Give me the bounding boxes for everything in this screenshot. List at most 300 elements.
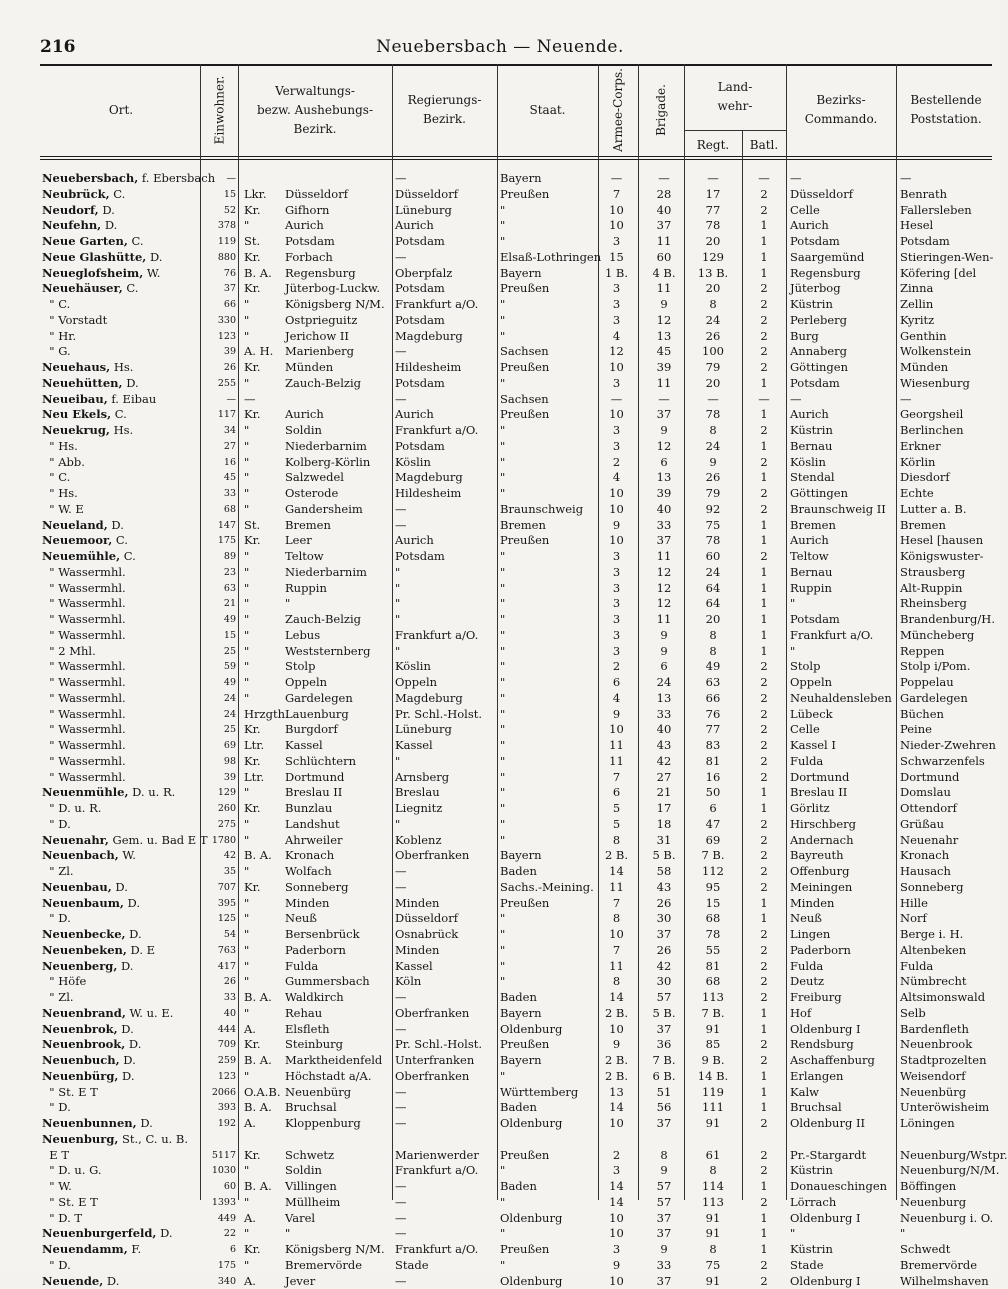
- cell-bezirks-commando: Lörrach: [790, 1195, 896, 1211]
- cell-regierung: Frankfurt a/O.: [395, 423, 495, 439]
- col-header-staat: Staat.: [497, 66, 598, 154]
- cell-verwaltung-type: B. A.: [244, 1100, 284, 1116]
- cell-landwehr-regt: 78: [688, 218, 738, 234]
- table-row: [0, 833, 1000, 849]
- cell-einwohner: 147: [200, 518, 236, 534]
- cell-bezirks-commando: Frankfurt a/O.: [790, 628, 896, 644]
- cell-verwaltung-type: Kr.: [244, 1148, 284, 1164]
- cell-verwaltung-type: ": [244, 455, 284, 471]
- place-type: " Wassermhl.: [42, 628, 126, 642]
- table-row: [0, 691, 1000, 707]
- cell-poststation: Bardenfleth: [900, 1022, 996, 1038]
- cell-regierung: Potsdam: [395, 234, 495, 250]
- cell-landwehr-regt: 7 B.: [688, 848, 738, 864]
- cell-poststation: Nümbrecht: [900, 974, 996, 990]
- cell-regierung: Frankfurt a/O.: [395, 628, 495, 644]
- place-type: F.: [128, 1242, 142, 1256]
- cell-landwehr-batl: 2: [745, 990, 783, 1006]
- cell-einwohner: 6: [200, 1242, 236, 1258]
- cell-verwaltung-name: Marktheidenfeld: [285, 1053, 390, 1069]
- cell-staat: ": [500, 785, 598, 801]
- cell-regierung: ": [395, 565, 495, 581]
- cell-brigade: 40: [648, 502, 680, 518]
- cell-staat: Baden: [500, 1179, 598, 1195]
- place-name: Neuemühle,: [42, 549, 120, 563]
- cell-einwohner: 15: [200, 187, 236, 203]
- cell-regierung: Hildesheim: [395, 360, 495, 376]
- cell-staat: ": [500, 1069, 598, 1085]
- cell-poststation: Kronach: [900, 848, 996, 864]
- cell-regierung: Minden: [395, 943, 495, 959]
- table-row: [0, 392, 1000, 408]
- cell-bezirks-commando: Perleberg: [790, 313, 896, 329]
- place-type: " W.: [42, 1179, 72, 1193]
- cell-verwaltung-name: Ostprieguitz: [285, 313, 390, 329]
- cell-brigade: 33: [648, 518, 680, 534]
- cell-staat: Bremen: [500, 518, 598, 534]
- cell-brigade: 37: [648, 1022, 680, 1038]
- cell-poststation: Reppen: [900, 644, 996, 660]
- place-name: Neuenahr,: [42, 833, 109, 847]
- cell-landwehr-batl: 2: [745, 502, 783, 518]
- cell-landwehr-batl: 2: [745, 329, 783, 345]
- cell-einwohner: 255: [200, 376, 236, 392]
- cell-regierung: Köslin: [395, 659, 495, 675]
- cell-poststation: Königswuster-: [900, 549, 996, 565]
- cell-poststation: —: [900, 171, 996, 187]
- cell-brigade: 36: [648, 1037, 680, 1053]
- cell-armee-corps: 4: [600, 470, 633, 486]
- cell-staat: ": [500, 612, 598, 628]
- cell-regierung: —: [395, 1100, 495, 1116]
- cell-ort: [42, 1132, 200, 1148]
- cell-landwehr-batl: 2: [745, 1258, 783, 1274]
- cell-staat: ": [500, 1226, 598, 1242]
- cell-einwohner: 39: [200, 344, 236, 360]
- cell-verwaltung-type: ": [244, 470, 284, 486]
- cell-bezirks-commando: Oldenburg I: [790, 1274, 896, 1289]
- cell-staat: Bayern: [500, 171, 598, 187]
- cell-armee-corps: 11: [600, 738, 633, 754]
- cell-staat: Preußen: [500, 533, 598, 549]
- cell-landwehr-batl: 2: [745, 659, 783, 675]
- cell-landwehr-batl: 1: [745, 644, 783, 660]
- cell-verwaltung-name: Jever: [285, 1274, 390, 1289]
- cell-landwehr-regt: 49: [688, 659, 738, 675]
- cell-einwohner: 1030: [200, 1163, 236, 1179]
- cell-ort: [42, 1195, 200, 1211]
- cell-einwohner: 22: [200, 1226, 236, 1242]
- place-type: " Wassermhl.: [42, 675, 126, 689]
- cell-armee-corps: 9: [600, 1037, 633, 1053]
- cell-brigade: 13: [648, 329, 680, 345]
- cell-verwaltung-type: ": [244, 376, 284, 392]
- cell-regierung: Kassel: [395, 959, 495, 975]
- cell-armee-corps: 6: [600, 675, 633, 691]
- cell-landwehr-batl: 2: [745, 313, 783, 329]
- cell-poststation: Benrath: [900, 187, 996, 203]
- table-row: [0, 344, 1000, 360]
- table-row: [0, 848, 1000, 864]
- place-name: Neueglofsheim,: [42, 266, 143, 280]
- cell-ort: [42, 439, 200, 455]
- cell-einwohner: 15: [200, 628, 236, 644]
- col-header-poststation: Bestellende Poststation.: [896, 66, 996, 154]
- cell-brigade: 39: [648, 360, 680, 376]
- cell-staat: Oldenburg: [500, 1211, 598, 1227]
- cell-ort: [42, 407, 200, 423]
- cell-armee-corps: 14: [600, 1195, 633, 1211]
- cell-armee-corps: 13: [600, 1085, 633, 1101]
- cell-brigade: 45: [648, 344, 680, 360]
- place-type: E T: [42, 1148, 69, 1162]
- cell-landwehr-regt: 13 B.: [688, 266, 738, 282]
- cell-poststation: Georgsheil: [900, 407, 996, 423]
- table-row: [0, 959, 1000, 975]
- cell-verwaltung-type: Kr.: [244, 1242, 284, 1258]
- cell-poststation: Kyritz: [900, 313, 996, 329]
- cell-poststation: Neuenburg/Wstpr.: [900, 1148, 996, 1164]
- cell-verwaltung-name: Schlüchtern: [285, 754, 390, 770]
- cell-ort: [42, 1148, 200, 1164]
- table-row: [0, 313, 1000, 329]
- place-type: D.: [126, 927, 142, 941]
- cell-verwaltung-type: ": [244, 297, 284, 313]
- place-type: D.: [125, 1037, 141, 1051]
- cell-einwohner: 63: [200, 581, 236, 597]
- cell-landwehr-regt: 17: [688, 187, 738, 203]
- cell-verwaltung-type: A.: [244, 1022, 284, 1038]
- cell-brigade: 26: [648, 896, 680, 912]
- cell-bezirks-commando: ": [790, 1226, 896, 1242]
- cell-verwaltung-name: Bruchsal: [285, 1100, 390, 1116]
- cell-poststation: Norf: [900, 911, 996, 927]
- cell-landwehr-batl: 1: [745, 1069, 783, 1085]
- cell-ort: [42, 927, 200, 943]
- cell-regierung: Oberfranken: [395, 1006, 495, 1022]
- cell-poststation: Stolp i/Pom.: [900, 659, 996, 675]
- cell-poststation: Münden: [900, 360, 996, 376]
- cell-verwaltung-type: ": [244, 959, 284, 975]
- table-row: [0, 1006, 1000, 1022]
- cell-staat: Württemberg: [500, 1085, 598, 1101]
- cell-armee-corps: 10: [600, 218, 633, 234]
- cell-armee-corps: 3: [600, 581, 633, 597]
- cell-ort: [42, 833, 200, 849]
- cell-brigade: 9: [648, 644, 680, 660]
- place-type: " 2 Mhl.: [42, 644, 96, 658]
- cell-ort: [42, 1211, 200, 1227]
- cell-landwehr-batl: —: [745, 171, 783, 187]
- cell-verwaltung-type: ": [244, 864, 284, 880]
- cell-regierung: —: [395, 864, 495, 880]
- cell-ort: [42, 612, 200, 628]
- cell-armee-corps: 2: [600, 659, 633, 675]
- place-type: f. Ebersbach: [138, 171, 215, 185]
- cell-einwohner: 69: [200, 738, 236, 754]
- place-type: W. u. E.: [126, 1006, 174, 1020]
- cell-verwaltung-type: ": [244, 313, 284, 329]
- cell-poststation: Sonneberg: [900, 880, 996, 896]
- cell-ort: [42, 738, 200, 754]
- cell-einwohner: 24: [200, 691, 236, 707]
- place-type: " Wassermhl.: [42, 754, 126, 768]
- place-name: Neuenbrook,: [42, 1037, 125, 1051]
- cell-ort: [42, 943, 200, 959]
- cell-bezirks-commando: Oldenburg II: [790, 1116, 896, 1132]
- cell-poststation: Diesdorf: [900, 470, 996, 486]
- col-header-ort: Ort.: [42, 66, 200, 154]
- cell-regierung: Oberpfalz: [395, 266, 495, 282]
- place-type: " D.: [42, 1258, 71, 1272]
- cell-armee-corps: 3: [600, 596, 633, 612]
- table-row: [0, 1053, 1000, 1069]
- cell-brigade: —: [648, 392, 680, 408]
- cell-verwaltung-name: Niederbarnim: [285, 439, 390, 455]
- cell-brigade: 11: [648, 376, 680, 392]
- place-type: " Wassermhl.: [42, 581, 126, 595]
- cell-bezirks-commando: Oldenburg I: [790, 1211, 896, 1227]
- cell-verwaltung-name: Rehau: [285, 1006, 390, 1022]
- cell-brigade: 12: [648, 313, 680, 329]
- cell-ort: [42, 974, 200, 990]
- place-type: D.: [108, 518, 124, 532]
- cell-armee-corps: 5: [600, 817, 633, 833]
- cell-verwaltung-name: Schwetz: [285, 1148, 390, 1164]
- cell-ort: [42, 281, 200, 297]
- cell-regierung: Arnsberg: [395, 770, 495, 786]
- cell-staat: ": [500, 565, 598, 581]
- place-type: D.: [124, 896, 140, 910]
- place-type: " D. T: [42, 1211, 82, 1225]
- cell-brigade: 43: [648, 738, 680, 754]
- cell-regierung: Magdeburg: [395, 470, 495, 486]
- place-type: " St. E T: [42, 1085, 98, 1099]
- cell-verwaltung-name: Burgdorf: [285, 722, 390, 738]
- cell-bezirks-commando: Bernau: [790, 439, 896, 455]
- cell-poststation: Bremervörde: [900, 1258, 996, 1274]
- cell-verwaltung-type: Kr.: [244, 1037, 284, 1053]
- cell-brigade: 33: [648, 1258, 680, 1274]
- place-type: " Hs.: [42, 439, 78, 453]
- cell-ort: [42, 880, 200, 896]
- place-name: Neuehäuser,: [42, 281, 123, 295]
- cell-poststation: Rheinsberg: [900, 596, 996, 612]
- cell-staat: Preußen: [500, 187, 598, 203]
- cell-landwehr-regt: 64: [688, 596, 738, 612]
- cell-armee-corps: 10: [600, 1116, 633, 1132]
- cell-bezirks-commando: Küstrin: [790, 1163, 896, 1179]
- cell-landwehr-batl: 1: [745, 1242, 783, 1258]
- cell-einwohner: 40: [200, 1006, 236, 1022]
- place-type: " D.: [42, 911, 71, 925]
- cell-verwaltung-type: ": [244, 549, 284, 565]
- cell-bezirks-commando: Annaberg: [790, 344, 896, 360]
- cell-landwehr-batl: 1: [745, 565, 783, 581]
- cell-staat: ": [500, 1258, 598, 1274]
- cell-landwehr-regt: 119: [688, 1085, 738, 1101]
- cell-bezirks-commando: Fulda: [790, 754, 896, 770]
- cell-landwehr-regt: 77: [688, 203, 738, 219]
- cell-einwohner: 25: [200, 644, 236, 660]
- cell-regierung: Liegnitz: [395, 801, 495, 817]
- cell-landwehr-regt: 83: [688, 738, 738, 754]
- cell-brigade: 37: [648, 1116, 680, 1132]
- cell-einwohner: 175: [200, 533, 236, 549]
- cell-landwehr-regt: 47: [688, 817, 738, 833]
- cell-ort: [42, 297, 200, 313]
- page-title: Neuebersbach — Neuende.: [0, 36, 1000, 58]
- table-row: [0, 612, 1000, 628]
- cell-armee-corps: 8: [600, 833, 633, 849]
- place-name: Neuenbürg,: [42, 1069, 118, 1083]
- cell-verwaltung-name: Teltow: [285, 549, 390, 565]
- cell-landwehr-batl: 2: [745, 549, 783, 565]
- cell-brigade: 60: [648, 250, 680, 266]
- cell-verwaltung-type: ": [244, 581, 284, 597]
- cell-regierung: ": [395, 817, 495, 833]
- cell-verwaltung-name: Stolp: [285, 659, 390, 675]
- cell-landwehr-regt: 114: [688, 1179, 738, 1195]
- cell-armee-corps: —: [600, 171, 633, 187]
- place-type: " Zl.: [42, 990, 74, 1004]
- table-row: [0, 1258, 1000, 1274]
- cell-armee-corps: 10: [600, 722, 633, 738]
- cell-regierung: Aurich: [395, 218, 495, 234]
- cell-bezirks-commando: Stolp: [790, 659, 896, 675]
- cell-bezirks-commando: Regensburg: [790, 266, 896, 282]
- place-name: Neueibau,: [42, 392, 108, 406]
- table-row: [0, 502, 1000, 518]
- cell-brigade: 27: [648, 770, 680, 786]
- cell-landwehr-batl: 2: [745, 707, 783, 723]
- cell-regierung: Potsdam: [395, 439, 495, 455]
- place-type: D.: [117, 959, 133, 973]
- cell-ort: [42, 1085, 200, 1101]
- cell-landwehr-regt: 129: [688, 250, 738, 266]
- place-type: " C.: [42, 470, 70, 484]
- cell-landwehr-regt: 50: [688, 785, 738, 801]
- table-row: [0, 423, 1000, 439]
- place-type: C.: [110, 187, 126, 201]
- cell-armee-corps: 10: [600, 533, 633, 549]
- cell-einwohner: 59: [200, 659, 236, 675]
- cell-regierung: —: [395, 1179, 495, 1195]
- cell-bezirks-commando: Göttingen: [790, 360, 896, 376]
- cell-einwohner: 259: [200, 1053, 236, 1069]
- cell-bezirks-commando: Bremen: [790, 518, 896, 534]
- cell-landwehr-regt: 64: [688, 581, 738, 597]
- cell-ort: [42, 234, 200, 250]
- cell-einwohner: 24: [200, 707, 236, 723]
- cell-staat: ": [500, 218, 598, 234]
- landwehr-subrule: [684, 130, 786, 131]
- cell-armee-corps: 3: [600, 297, 633, 313]
- cell-einwohner: 16: [200, 455, 236, 471]
- place-type: " D.: [42, 1100, 71, 1114]
- place-type: Gem. u. Bad E T: [109, 833, 208, 847]
- cell-verwaltung-name: Kronach: [285, 848, 390, 864]
- cell-regierung: Oberfranken: [395, 1069, 495, 1085]
- cell-ort: [42, 203, 200, 219]
- cell-armee-corps: 6: [600, 785, 633, 801]
- cell-landwehr-batl: 2: [745, 423, 783, 439]
- cell-bezirks-commando: Potsdam: [790, 612, 896, 628]
- cell-landwehr-regt: 8: [688, 1242, 738, 1258]
- cell-verwaltung-name: Regensburg: [285, 266, 390, 282]
- cell-einwohner: 26: [200, 974, 236, 990]
- place-type: D.: [101, 218, 117, 232]
- cell-ort: [42, 754, 200, 770]
- place-name: Neuehütten,: [42, 376, 123, 390]
- cell-staat: ": [500, 659, 598, 675]
- cell-einwohner: 60: [200, 1179, 236, 1195]
- cell-regierung: ": [395, 596, 495, 612]
- cell-armee-corps: 3: [600, 549, 633, 565]
- cell-einwohner: 275: [200, 817, 236, 833]
- cell-ort: [42, 628, 200, 644]
- table-row: [0, 785, 1000, 801]
- cell-verwaltung-type: ": [244, 329, 284, 345]
- cell-staat: Bayern: [500, 848, 598, 864]
- table-row: [0, 407, 1000, 423]
- place-name: Neuehaus,: [42, 360, 110, 374]
- cell-poststation: Altsimonswald: [900, 990, 996, 1006]
- cell-regierung: Koblenz: [395, 833, 495, 849]
- cell-ort: [42, 911, 200, 927]
- cell-ort: [42, 470, 200, 486]
- cell-landwehr-batl: 2: [745, 959, 783, 975]
- cell-regierung: —: [395, 502, 495, 518]
- cell-einwohner: 89: [200, 549, 236, 565]
- cell-landwehr-regt: 76: [688, 707, 738, 723]
- cell-poststation: Büchen: [900, 707, 996, 723]
- place-name: Neuekrug,: [42, 423, 110, 437]
- cell-landwehr-batl: 2: [745, 344, 783, 360]
- cell-verwaltung-type: A. H.: [244, 344, 284, 360]
- cell-poststation: Hesel [hausen: [900, 533, 996, 549]
- cell-ort: [42, 691, 200, 707]
- cell-regierung: —: [395, 1226, 495, 1242]
- cell-staat: Bayern: [500, 1053, 598, 1069]
- cell-einwohner: 340: [200, 1274, 236, 1289]
- cell-regierung: Potsdam: [395, 549, 495, 565]
- cell-brigade: 9: [648, 1242, 680, 1258]
- cell-bezirks-commando: —: [790, 392, 896, 408]
- cell-verwaltung-name: Soldin: [285, 423, 390, 439]
- cell-landwehr-batl: 1: [745, 439, 783, 455]
- cell-einwohner: 68: [200, 502, 236, 518]
- cell-bezirks-commando: Aschaffenburg: [790, 1053, 896, 1069]
- cell-regierung: Frankfurt a/O.: [395, 1163, 495, 1179]
- cell-landwehr-regt: 81: [688, 959, 738, 975]
- cell-einwohner: 27: [200, 439, 236, 455]
- cell-regierung: Potsdam: [395, 376, 495, 392]
- cell-armee-corps: 10: [600, 927, 633, 943]
- cell-bezirks-commando: Hof: [790, 1006, 896, 1022]
- cell-armee-corps: 3: [600, 565, 633, 581]
- place-name: Neuenburg,: [42, 1132, 118, 1146]
- cell-armee-corps: 2 B.: [600, 848, 633, 864]
- cell-einwohner: 2066: [200, 1085, 236, 1101]
- cell-brigade: 5 B.: [648, 848, 680, 864]
- cell-poststation: Neuenbürg: [900, 1085, 996, 1101]
- cell-staat: Preußen: [500, 1148, 598, 1164]
- cell-armee-corps: 3: [600, 281, 633, 297]
- cell-einwohner: 33: [200, 990, 236, 1006]
- cell-bezirks-commando: Küstrin: [790, 423, 896, 439]
- place-type: " C.: [42, 297, 70, 311]
